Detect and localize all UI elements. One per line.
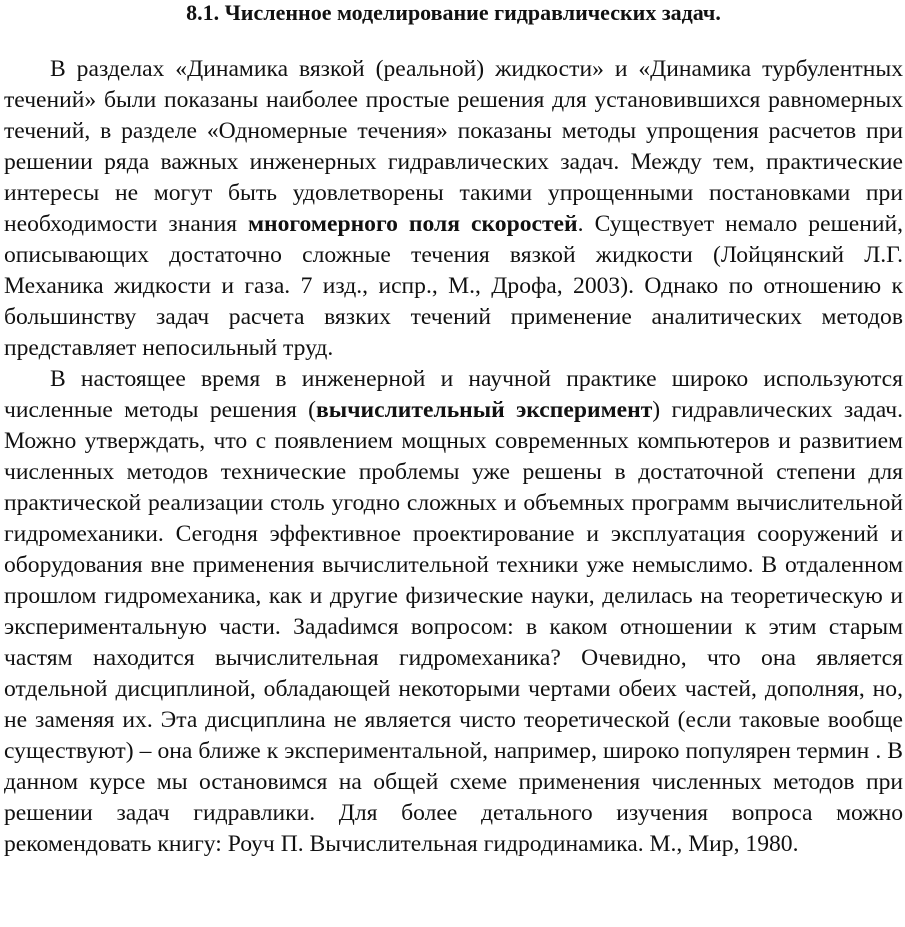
paragraph-1-bold-term: многомерного поля скоростей — [247, 211, 578, 237]
paragraph-2-text-c: . В данном курсе мы остановимся на общей схеме применения численных методов при решении задач гидравлики. Для более детального изучения вопроса можно рекомендовать книгу: Роуч П. Вычислительная гидродинамика. М., Мир, 1980. — [4, 738, 903, 857]
paragraph-2 — [4, 364, 903, 860]
paragraph-1-text-b: . Существует немало решений, описывающих достаточно сложные течения вязкой жидкости (Лойцянский Л.Г. Механика жидкости и газа. 7 изд., испр., М., Дрофа, 2003). Однако по отношению к большинству задач расчета вязких течений применение аналитических методов представляет непосильный труд. — [4, 211, 903, 361]
paragraph-2-text-a: В настоящее время в инженерной и научной практике широко используются численные методы решения ( — [4, 366, 903, 423]
paragraph-2-bold-term-1: вычислительный эксперимент — [316, 397, 653, 423]
paragraph-1 — [4, 54, 903, 364]
section-heading: 8.1. Численное моделирование гидравлических задач. — [186, 0, 721, 25]
paragraph-1-text-a: В разделах «Динамика вязкой (реальной) жидкости» и «Динамика турбулентных течений» были показаны наиболее простые решения для установившихся равномерных течений, в разделе «Одномерные течения» показаны методы упрощения расчетов при решении ряда важных инженерных гидравлических задач. Между тем, практические интересы не могут быть удовлетворены такими упрощенными постановками при необходимости знания — [4, 56, 903, 237]
paragraph-2-text-b: ) гидравлических задач. Можно утверждать, что с появлением мощных современных компьютеров и развитием численных методов технические проблемы уже решены в достаточной степени для практической реализации столь угодно сложных и объемных программ вычислительной гидромеханики. Сегодня эффективное проектирование и эксплуатация сооружений и оборудования вне применения вычислительной техники уже немыслимо. В отдаленном прошлом гидромеханика, как и другие физические науки, делилась на теоретическую и экспериментальную части. Задаdимся вопросом: в каком отношении к этим старым частям находится вычислительная гидромеханика? Очевидно, что она является отдельной дисциплиной, обладающей некоторыми чертами обеих частей, дополняя, но, не заменяя их. Эта дисциплина не является чисто теоретической (если таковые вообще существуют) – она ближе к экспериментальной, например, широко популярен термин — [4, 397, 903, 764]
heading-spacer — [4, 26, 903, 54]
